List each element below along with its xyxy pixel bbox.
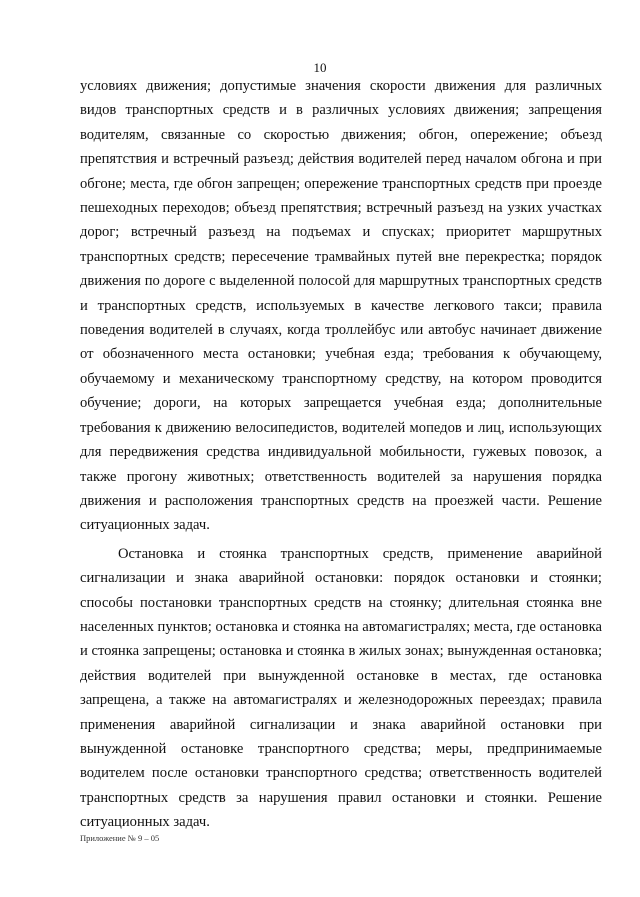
page-number: 10	[313, 60, 327, 75]
paragraph-stopping-parking: Остановка и стоянка транспортных средств, применение аварийной сигнализации и знака аварийной остановки: порядок остановки и стоянки; способы постановки транспортных средств на стоянку; длительная стоянка вне населенных пунктов; остановка и стоянка на автомагистралях; места, где остановка и стоянка запрещены; остановка и стоянка в жилых зонах; вынужденная остановка; действия водителей при вынужденной остановке в местах, где остановка запрещена, а также на автомагистралях и железнодорожных переездах; правила применения аварийной сигнализации и знака аварийной остановки при вынужденной остановке транспортного средства; меры, предпринимаемые водителем после остановки транспортного средства; ответственность водителей транспортных средств за нарушения правил остановки и стоянки. Решение ситуационных задач.	[80, 545, 602, 831]
footer-note: Приложение № 9 – 05	[80, 833, 160, 843]
paragraph-traffic-rules: условиях движения; допустимые значения скорости движения для различных видов транспортных средств и в различных условиях движения; запрещения водителям, связанные со скоростью движения; обгон, опережение; объезд препятствия и встречный разъезд; действия водителей перед началом обгона и при обгоне; места, где обгон запрещен; опережение транспортных средств при проезде пешеходных переходов; объезд препятствия; встречный разъезд на узких участках дорог; встречный разъезд на подъемах и спусках; приоритет маршрутных транспортных средств; пересечение трамвайных путей вне перекрестка; порядок движения по дороге с выделенной полосой для маршрутных транспортных средств и транспортных средств, используемых в качестве легкового такси; правила поведения водителей в случаях, когда троллейбус или автобус начинает движение от обозначенного места остановки; учебная езда; требования к обучающему, обучаемому и механическому транспортному средству, на котором проводится обучение; дороги, на которых запрещается учебная езда; дополнительные требования к движению велосипедистов, водителей мопедов и лиц, использующих для передвижения средства индивидуальной мобильности, гужевых повозок, а также прогону животных; ответственность водителей за нарушения порядка движения и расположения транспортных средств на проезжей части. Решение ситуационных задач.	[80, 78, 602, 534]
document-body	[80, 74, 602, 835]
